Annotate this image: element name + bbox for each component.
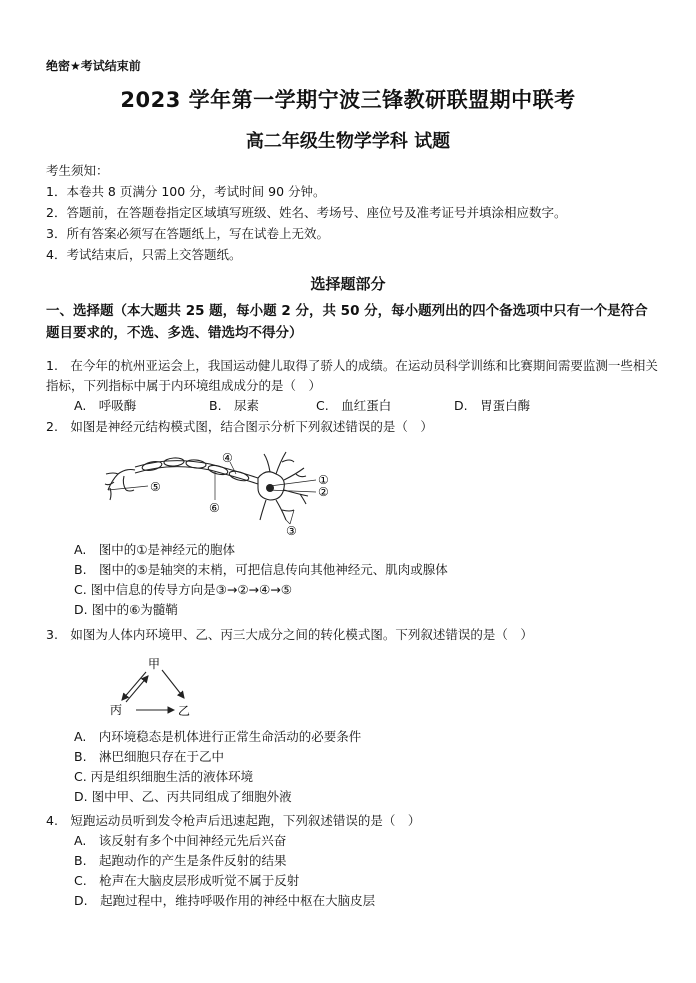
option-d: D. 图中甲、乙、丙共同组成了细胞外液 [74, 789, 292, 804]
section-title: 选择题部分 [310, 275, 386, 293]
option-d: D. 胃蛋白酶 [454, 398, 531, 413]
label-1: ① [318, 473, 329, 487]
option-b: B. 淋巴细胞只存在于乙中 [74, 749, 225, 764]
question-stem: 3. 如图为人体内环境甲、乙、丙三大成分之间的转化模式图。下列叙述错误的是（ ） [46, 627, 533, 642]
node-yi: 乙 [178, 704, 191, 718]
dendrite [264, 454, 270, 472]
option-c: C. 图中信息的传导方向是③→②→④→⑤ [74, 582, 292, 597]
question-stem: 4. 短跑运动员听到发令枪声后迅速起跑，下列叙述错误的是（ ） [46, 813, 421, 828]
axon-terminal-path [106, 473, 118, 474]
option-a: A. 图中的①是神经元的胞体 [74, 542, 236, 557]
nucleus [266, 484, 274, 492]
question-stem: 2. 如图是神经元结构模式图，结合图示分析下列叙述错误的是（ ） [46, 419, 433, 434]
dendrite [282, 460, 294, 462]
axon-terminal-path [126, 490, 134, 491]
node-jia: 甲 [148, 657, 161, 671]
node-bing: 丙 [110, 703, 123, 717]
question-2 [46, 417, 661, 437]
question-2-options [46, 540, 661, 620]
exam-subtitle: 高二年级生物学学科 试题 [245, 131, 451, 152]
leader-line-5 [108, 486, 148, 490]
option-b: B. 尿素 [209, 398, 260, 413]
label-3: ③ [286, 524, 297, 538]
leader-line-3 [286, 510, 294, 524]
option-a: A. 内环境稳态是机体进行正常生命活动的必要条件 [74, 729, 362, 744]
label-5: ⑤ [150, 480, 161, 494]
notes-heading: 考生须知： [46, 163, 109, 178]
arrow-bing-to-jia [126, 676, 148, 702]
leader-line-1 [270, 480, 316, 486]
option-c: C. 血红蛋白 [316, 398, 392, 413]
arrow-jia-to-yi [162, 670, 184, 698]
option-d: D. 图中的⑥为髓鞘 [74, 602, 178, 617]
confidential-label: 绝密★考试结束前 [46, 59, 141, 73]
note-item: 1．本卷共 8 页满分 100 分，考试时间 90 分钟。 [46, 184, 326, 199]
dendrite [296, 474, 306, 477]
dendrite [260, 500, 266, 520]
myelin-segment [141, 460, 162, 472]
note-item: 2．答题前，在答题卷指定区域填写班级、姓名、考场号、座位号及准考证号并填涂相应数字。 [46, 205, 567, 220]
note-item: 4．考试结束后，只需上交答题纸。 [46, 247, 242, 262]
neuron-figure [100, 444, 340, 540]
exam-title: 2023 学年第一学期宁波三锋教研联盟期中联考 [120, 88, 576, 112]
arrow-jia-to-bing [122, 672, 146, 700]
body-fluid-figure [106, 652, 206, 720]
option-d: D. 起跑过程中，维持呼吸作用的神经中枢在大脑皮层 [74, 893, 376, 908]
label-2: ② [318, 485, 329, 499]
option-b: B. 起跑动作的产生是条件反射的结果 [74, 853, 287, 868]
options-row [46, 396, 661, 416]
dendrite [276, 452, 286, 474]
note-item: 3．所有答案必须写在答题纸上，写在试卷上无效。 [46, 226, 329, 241]
axon-terminal-path [105, 482, 114, 485]
option-c: C. 枪声在大脑皮层形成听觉不属于反射 [74, 873, 300, 888]
label-4: ④ [222, 451, 233, 465]
label-6: ⑥ [209, 501, 220, 515]
dendrite [284, 468, 304, 480]
question-stem: 1. 在今年的杭州亚运会上，我国运动健儿取得了骄人的成绩。在运动员科学训练和比赛期间需要监测一些相关指标，下列指标中属于内环境组成成分的是（ ） [46, 358, 658, 393]
myelin-segment [164, 457, 185, 466]
question-3-options [46, 727, 661, 807]
question-3 [46, 625, 661, 645]
candidate-notes [46, 160, 566, 265]
option-a: A. 呼吸酶 [74, 398, 137, 413]
option-c: C. 丙是组织细胞生活的液体环境 [74, 769, 254, 784]
option-a: A. 该反射有多个中间神经元先后兴奋 [74, 833, 287, 848]
option-b: B. 图中的⑤是轴突的末梢，可把信息传向其他神经元、肌肉或腺体 [74, 562, 448, 577]
mc-instructions: 一、选择题（本大题共 25 题，每小题 2 分，共 50 分，每小题列出的四个备选项中只有一个是符合题目要求的，不选、多选、错选均不得分） [46, 303, 648, 341]
question-4 [46, 811, 661, 911]
dendrite [282, 510, 294, 511]
question-1 [46, 356, 661, 416]
